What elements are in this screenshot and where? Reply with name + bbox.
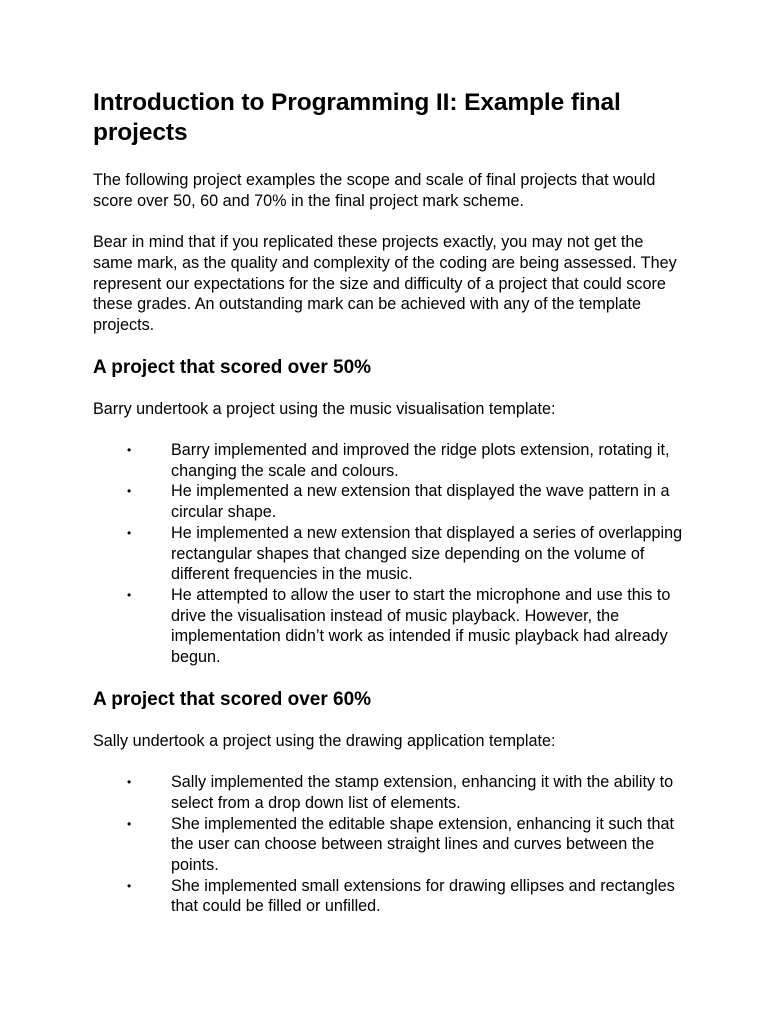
list-item-text: Sally implemented the stamp extension, enhancing it with the ability to select from a drop down list of elements. — [171, 773, 674, 812]
section-heading-60: A project that scored over 60% — [93, 688, 372, 710]
list-item — [93, 523, 683, 585]
bullet-marker: • — [127, 443, 132, 457]
list-item — [93, 481, 683, 522]
list-item — [93, 876, 683, 917]
bullet-marker: • — [127, 525, 132, 540]
bullet-marker: • — [127, 816, 132, 831]
list-item — [93, 772, 683, 813]
section-lead-50: Barry undertook a project using the music visualisation template: — [93, 399, 556, 418]
list-item — [93, 814, 683, 876]
intro-paragraph-1: The following project examples the scope and scale of final projects that would score over 50, 60 and 70% in the final project mark scheme. — [93, 171, 656, 210]
list-item-text: Barry implemented and improved the ridge plots extension, rotating it, changing the scale and colours. — [171, 441, 670, 480]
list-item-text: She implemented the editable shape extension, enhancing it such that the user can choose between straight lines and curves between the points. — [171, 814, 675, 874]
bullet-marker: • — [127, 775, 132, 790]
bullet-marker: • — [127, 878, 132, 893]
bullet-list-50 — [93, 440, 683, 668]
list-item-text: He attempted to allow the user to start the microphone and use this to drive the visualisation instead of music playback. However, the implementation didn’t work as intended if music playback had already begun. — [171, 585, 671, 667]
bullet-list-60 — [93, 772, 683, 917]
list-item-text: She implemented small extensions for drawing ellipses and rectangles that could be filled or unfilled. — [171, 876, 675, 916]
bullet-marker: • — [127, 587, 132, 602]
list-item-text: He implemented a new extension that displayed the wave pattern in a circular shape. — [171, 482, 670, 522]
list-item-text: He implemented a new extension that displayed a series of overlapping rectangular shapes that changed size depending on the volume of different frequencies in the music. — [171, 523, 683, 584]
document-page — [93, 88, 683, 917]
intro-paragraph-2: Bear in mind that if you replicated these projects exactly, you may not get the same mark, as the quality and complexity of the coding are being assessed. They represent our expectations for the size and difficulty of a project that could score these grades. An outstanding mark can be achieved with any of the template projects. — [93, 233, 677, 334]
list-item — [93, 585, 683, 668]
document-title: Introduction to Programming II: Example final projects — [93, 89, 621, 146]
bullet-marker: • — [127, 484, 132, 499]
list-item — [93, 440, 683, 481]
section-lead-60: Sally undertook a project using the drawing application template: — [93, 731, 556, 750]
section-heading-50: A project that scored over 50% — [93, 356, 372, 378]
